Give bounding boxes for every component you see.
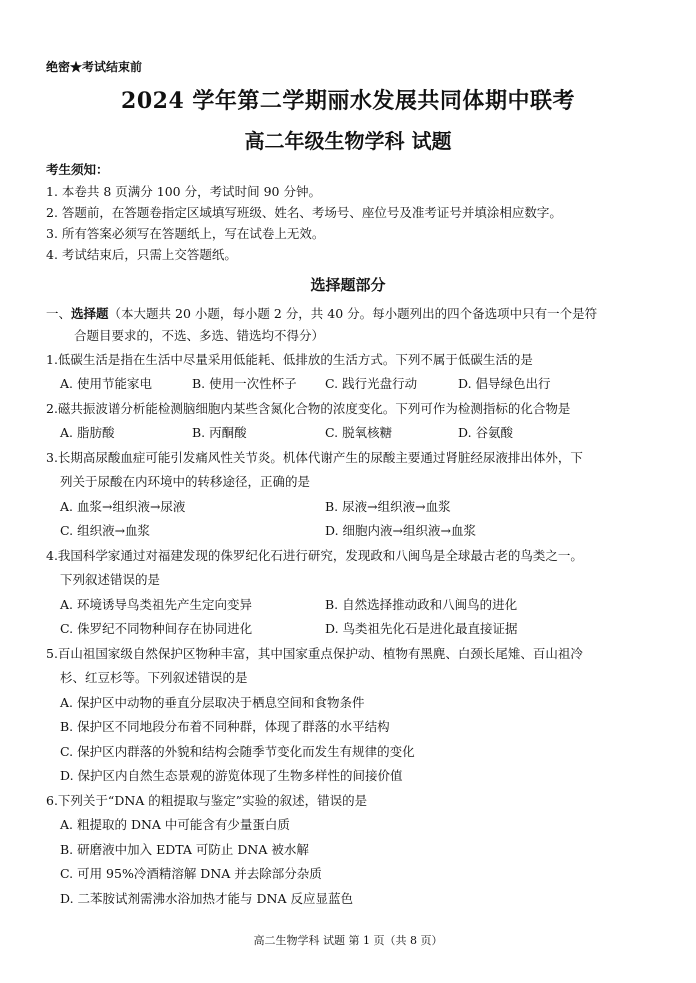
question-stem: 列关于尿酸在内环境中的转移途径，正确的是 [60,474,311,489]
option-b: B. 保护区不同地段分布着不同种群，体现了群落的水平结构 [60,719,390,734]
question-stem: 2.磁共振波谱分析能检测脑细胞内某些含氮化合物的浓度变化。下列可作为检测指标的化合物是 [46,401,571,416]
page-footer: 高二生物学科 试题 第 1 页（共 8 页） [253,934,443,947]
notice-item: 2. 答题前，在答题卷指定区域填写班级、姓名、考场号、座位号及准考证号并填涂相应数字。 [46,205,562,220]
question-stem: 1.低碳生活是指在生活中尽量采用低能耗、低排放的生活方式。下列不属于低碳生活的是 [46,352,533,367]
option-d: D. 谷氨酸 [458,425,514,440]
option-c: C. 侏罗纪不同物种间存在协同进化 [60,621,253,636]
option-b: B. 使用一次性杯子 [192,376,297,391]
option-c: C. 可用 95%冷酒精溶解 DNA 并去除部分杂质 [60,866,322,881]
question-stem: 4.我国科学家通过对福建发现的侏罗纪化石进行研究，发现政和八闽鸟是全球最古老的鸟类之一。 [46,548,583,563]
exam-subtitle: 高二年级生物学科 试题 [244,129,452,153]
exam-title: 2024 学年第二学期丽水发展共同体期中联考 [121,88,575,114]
question-stem: 下列叙述错误的是 [60,572,161,587]
option-b: B. 自然选择推动政和八闽鸟的进化 [325,597,518,612]
option-a: A. 粗提取的 DNA 中可能含有少量蛋白质 [60,817,290,832]
option-a: A. 保护区中动物的垂直分层取决于栖息空间和食物条件 [60,695,365,710]
option-a: A. 脂肪酸 [60,425,115,440]
option-b: B. 研磨液中加入 EDTA 可防止 DNA 被水解 [60,842,309,857]
option-c: C. 组织液→血浆 [60,523,151,538]
option-a: A. 环境诱导鸟类祖先产生定向变异 [60,597,252,612]
instructions-line [46,304,597,322]
option-a: A. 血浆→组织液→尿液 [60,499,186,514]
option-c: C. 保护区内群落的外貌和结构会随季节变化而发生有规律的变化 [60,744,415,759]
notice-item: 3. 所有答案必须写在答题纸上，写在试卷上无效。 [46,226,325,241]
instructions-line: 合题目要求的，不选、多选、错选均不得分） [74,328,325,343]
question-stem: 5.百山祖国家级自然保护区物种丰富，其中国家重点保护动、植物有黑麂、白颈长尾雉、百山祖冷 [46,646,583,661]
question-stem: 6.下列关于“DNA 的粗提取与鉴定”实验的叙述，错误的是 [46,793,368,808]
section-title: 选择题部分 [310,276,386,294]
option-d: D. 细胞内液→组织液→血浆 [325,523,476,538]
instructions-text: （本大题共 20 小题，每小题 2 分，共 40 分。每小题列出的四个备选项中只有一个是符 [108,306,598,321]
notice-item: 1. 本卷共 8 页满分 100 分，考试时间 90 分钟。 [46,184,321,199]
option-c: C. 践行光盘行动 [325,376,418,391]
option-d: D. 二苯胺试剂需沸水浴加热才能与 DNA 反应显蓝色 [60,891,353,906]
secret-mark: 绝密★考试结束前 [46,60,143,74]
option-d: D. 鸟类祖先化石是进化最直接证据 [325,621,518,636]
option-d: D. 保护区内自然生态景观的游览体现了生物多样性的间接价值 [60,768,403,783]
instructions-bold: 选择题 [71,306,109,321]
instructions-prefix: 一、 [46,306,72,321]
option-a: A. 使用节能家电 [60,376,152,391]
option-b: B. 丙酮酸 [192,425,247,440]
option-b: B. 尿液→组织液→血浆 [325,499,451,514]
question-stem: 3.长期高尿酸血症可能引发痛风性关节炎。机体代谢产生的尿酸主要通过肾脏经尿液排出体外，下 [46,450,583,465]
notice-item: 4. 考试结束后，只需上交答题纸。 [46,247,237,262]
notice-heading: 考生须知： [46,162,109,177]
option-c: C. 脱氧核糖 [325,425,393,440]
option-d: D. 倡导绿色出行 [458,376,551,391]
question-stem: 杉、红豆杉等。下列叙述错误的是 [60,670,248,685]
